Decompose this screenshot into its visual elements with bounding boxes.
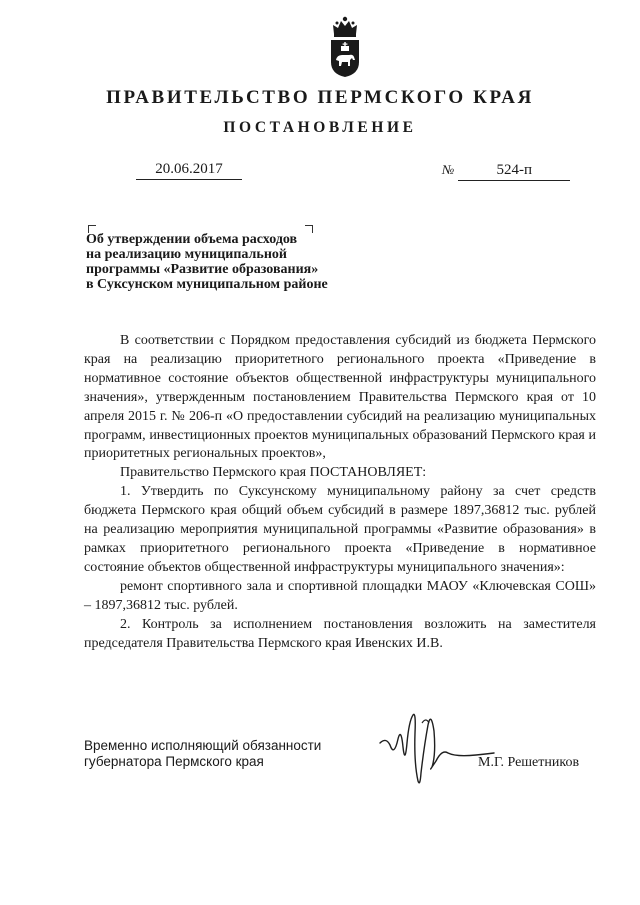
document-number: 524-п: [458, 161, 570, 181]
organization-title: ПРАВИТЕЛЬСТВО ПЕРМСКОГО КРАЯ: [106, 87, 534, 108]
item-1-paragraph: 1. Утвердить по Суксунскому муниципальному району за счет средств бюджета Пермского края общий объем субсидий в размере 1897,36812 тыс. рублей на реализацию мероприятия муниципальной программы «Развитие образования» в рамках приоритетного регионального проекта «Приведение в нормативное состояние объектов общественной инфраструктуры муниципального значения»:: [84, 484, 596, 575]
perm-krai-coat-of-arms-icon: [328, 14, 362, 78]
subject-line: на реализацию муниципальной: [86, 247, 287, 262]
document-date: 20.06.2017: [136, 160, 242, 180]
subject-line: в Суксунском муниципальном районе: [86, 277, 328, 292]
resolution-paragraph: Правительство Пермского края ПОСТАНОВЛЯЕТ:: [120, 465, 427, 481]
signatory-title-line: губернатора Пермского края: [84, 754, 264, 769]
signatory-title: [84, 738, 354, 770]
signatory-title-line: Временно исполняющий обязанности: [84, 738, 322, 753]
subject-line: Об утверждении объема расходов: [86, 232, 298, 247]
handwritten-signature-icon: [376, 703, 496, 789]
preamble-paragraph: В соответствии с Порядком предоставления субсидий из бюджета Пермского края на реализацию приоритетного регионального проекта «Приведение в нормативное состояние объектов общественной инфраструктуры муниципального значения», утвержденным постановлением Правительства Пермского края от 10 апреля 2015 г. № 206-п «О предоставлении субсидий на реализацию муниципальных программ, инвестиционных проектов муниципальных образований Пермского края и приоритетных региональных проектов»,: [84, 333, 596, 462]
document-number-line: [442, 160, 570, 181]
document-body: [84, 332, 596, 653]
signer-name: М.Г. Решетников: [478, 755, 580, 770]
subject-line: программы «Развитие образования»: [86, 262, 319, 277]
item-2-paragraph: 2. Контроль за исполнением постановления возложить на заместителя председателя Правительства Пермского края Ивенских И.В.: [84, 616, 596, 651]
item-1-detail-paragraph: ремонт спортивного зала и спортивной площадки МАОУ «Ключевская СОШ» – 1897,36812 тыс. рублей.: [84, 578, 596, 613]
number-sign: №: [442, 162, 455, 177]
document-subject: [86, 232, 356, 292]
document-kind: ПОСТАНОВЛЕНИЕ: [223, 119, 417, 136]
